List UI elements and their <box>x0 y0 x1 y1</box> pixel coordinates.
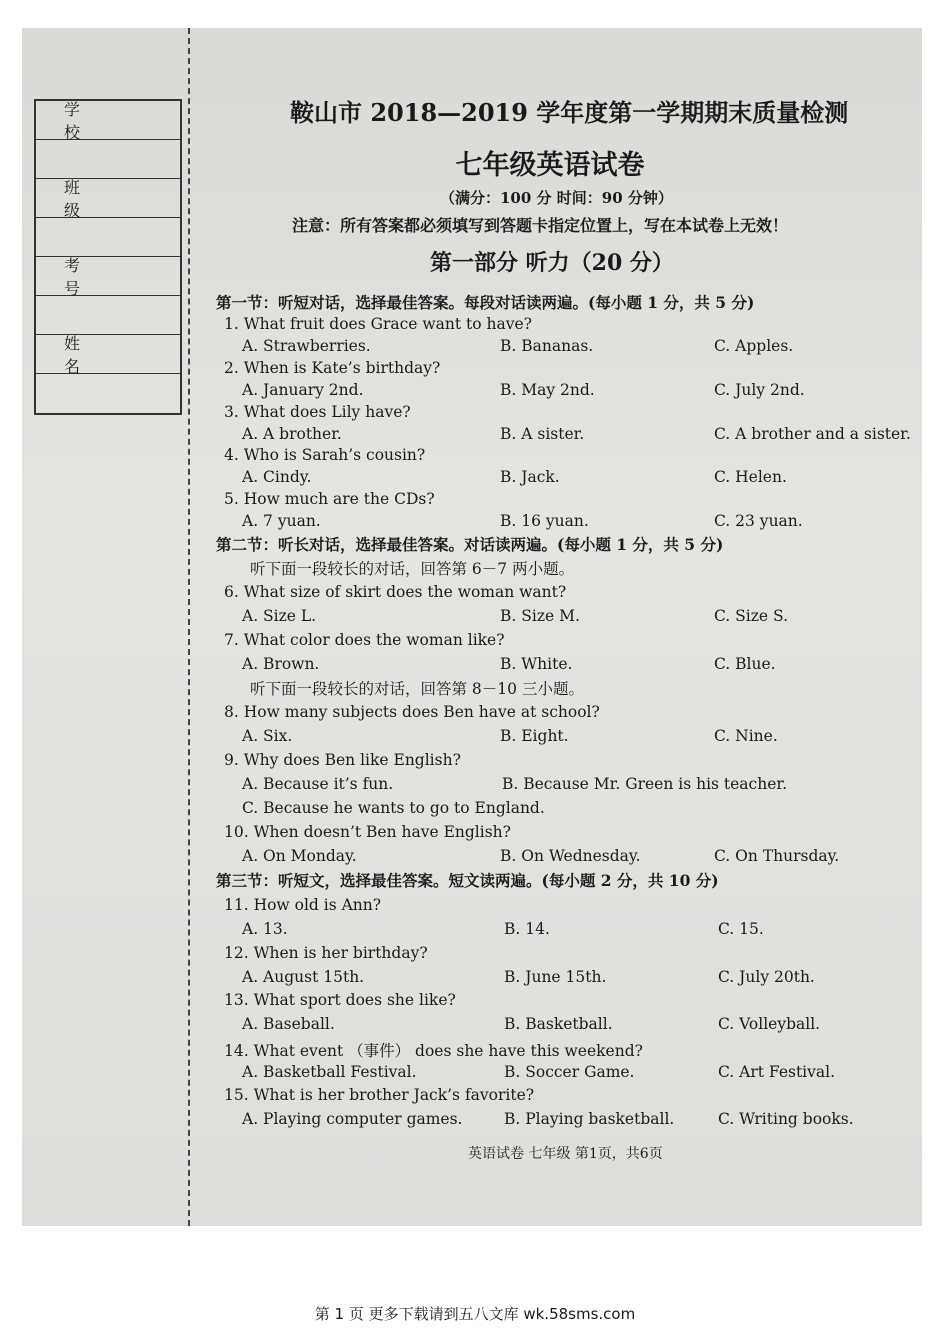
option-a: A. Baseball. <box>242 1015 335 1033</box>
option-c: C. Size S. <box>714 607 788 625</box>
option-a: A. Basketball Festival. <box>242 1063 417 1081</box>
option-c: C. On Thursday. <box>714 847 840 865</box>
question-text: 10. When doesn’t Ben have English? <box>224 823 511 841</box>
info-cell-name: 姓 名 <box>36 335 180 374</box>
section-instruction: 听下面一段较长的对话，回答第 8－10 三小题。 <box>250 680 584 698</box>
option-b: B. On Wednesday. <box>500 847 641 865</box>
option-b: B. Jack. <box>500 468 560 486</box>
option-b: B. White. <box>500 655 573 673</box>
option-a: A. A brother. <box>242 425 342 443</box>
option-c: C. Volleyball. <box>718 1015 821 1033</box>
section-heading: 第二节：听长对话，选择最佳答案。对话读两遍。(每小题 1 分，共 5 分) <box>216 535 724 554</box>
page-footer: 英语试卷 七年级 第1页，共6页 <box>468 1146 663 1162</box>
info-cell-blank <box>36 296 180 335</box>
exam-subtitle: 七年级英语试卷 <box>455 150 645 181</box>
option-c: C. Blue. <box>714 655 776 673</box>
option-a: A. Six. <box>242 727 293 745</box>
question-text: 2. When is Kate’s birthday? <box>224 359 441 377</box>
option-a: A. Because it’s fun. <box>242 775 394 793</box>
option-b: B. May 2nd. <box>500 381 595 399</box>
option-b: B. June 15th. <box>504 968 607 986</box>
option-c: C. July 20th. <box>718 968 815 986</box>
option-c: C. Art Festival. <box>718 1063 836 1081</box>
part-title: 第一部分 听力（20 分） <box>430 250 674 276</box>
option-c: C. Writing books. <box>718 1110 854 1128</box>
option-c: C. Because he wants to go to England. <box>242 799 545 817</box>
info-cell-school: 学 校 <box>36 101 180 140</box>
exam-notice: 注意：所有答案都必须填写到答题卡指定位置上，写在本试卷上无效！ <box>292 216 789 235</box>
option-a: A. 13. <box>242 920 288 938</box>
option-c: C. Nine. <box>714 727 778 745</box>
info-cell-class: 班 级 <box>36 179 180 218</box>
option-b: B. 16 yuan. <box>500 512 589 530</box>
question-text: 8. How many subjects does Ben have at school? <box>224 703 600 721</box>
exam-meta: （满分：100 分 时间：90 分钟） <box>440 189 673 207</box>
option-c: C. Apples. <box>714 337 794 355</box>
question-text: 1. What fruit does Grace want to have? <box>224 315 532 333</box>
info-cell-exam-no: 考 号 <box>36 257 180 296</box>
info-cell-blank <box>36 218 180 257</box>
option-b: B. Basketball. <box>504 1015 613 1033</box>
option-a: A. Cindy. <box>242 468 312 486</box>
option-b: B. Size M. <box>500 607 580 625</box>
option-a: A. 7 yuan. <box>242 512 321 530</box>
option-c: C. Helen. <box>714 468 787 486</box>
option-c: C. A brother and a sister. <box>714 425 911 443</box>
option-a: A. Brown. <box>242 655 320 673</box>
question-text: 6. What size of skirt does the woman want? <box>224 583 567 601</box>
question-text: 9. Why does Ben like English? <box>224 751 461 769</box>
question-text: 14. What event （事件） does she have this weekend? <box>224 1042 643 1060</box>
option-c: C. July 2nd. <box>714 381 805 399</box>
question-text: 15. What is her brother Jack’s favorite? <box>224 1086 535 1104</box>
option-a: A. Playing computer games. <box>242 1110 463 1128</box>
option-b: B. Bananas. <box>500 337 594 355</box>
question-text: 13. What sport does she like? <box>224 991 456 1009</box>
option-b: B. A sister. <box>500 425 585 443</box>
option-b: B. Soccer Game. <box>504 1063 635 1081</box>
option-c: C. 23 yuan. <box>714 512 803 530</box>
option-b: B. Because Mr. Green is his teacher. <box>502 775 788 793</box>
section-heading: 第三节：听短文，选择最佳答案。短文读两遍。(每小题 2 分，共 10 分) <box>216 871 719 890</box>
option-a: A. Strawberries. <box>242 337 371 355</box>
option-a: A. August 15th. <box>242 968 365 986</box>
option-b: B. Eight. <box>500 727 569 745</box>
option-a: A. Size L. <box>242 607 317 625</box>
question-text: 7. What color does the woman like? <box>224 631 505 649</box>
question-text: 3. What does Lily have? <box>224 403 411 421</box>
download-note: 第 1 页 更多下载请到五八文库 wk.58sms.com <box>314 1305 636 1323</box>
option-b: B. Playing basketball. <box>504 1110 675 1128</box>
question-text: 11. How old is Ann? <box>224 896 382 914</box>
option-b: B. 14. <box>504 920 550 938</box>
option-a: A. On Monday. <box>242 847 357 865</box>
section-heading: 第一节：听短对话，选择最佳答案。每段对话读两遍。(每小题 1 分，共 5 分) <box>216 293 755 312</box>
question-text: 12. When is her birthday? <box>224 944 428 962</box>
binding-line <box>188 28 190 1226</box>
option-a: A. January 2nd. <box>242 381 364 399</box>
question-text: 4. Who is Sarah’s cousin? <box>224 446 426 464</box>
question-text: 5. How much are the CDs? <box>224 490 435 508</box>
exam-title: 鞍山市 2018—2019 学年度第一学期期末质量检测 <box>290 98 849 127</box>
section-instruction: 听下面一段较长的对话，回答第 6－7 两小题。 <box>250 560 575 578</box>
info-cell-blank <box>36 374 180 413</box>
option-c: C. 15. <box>718 920 764 938</box>
